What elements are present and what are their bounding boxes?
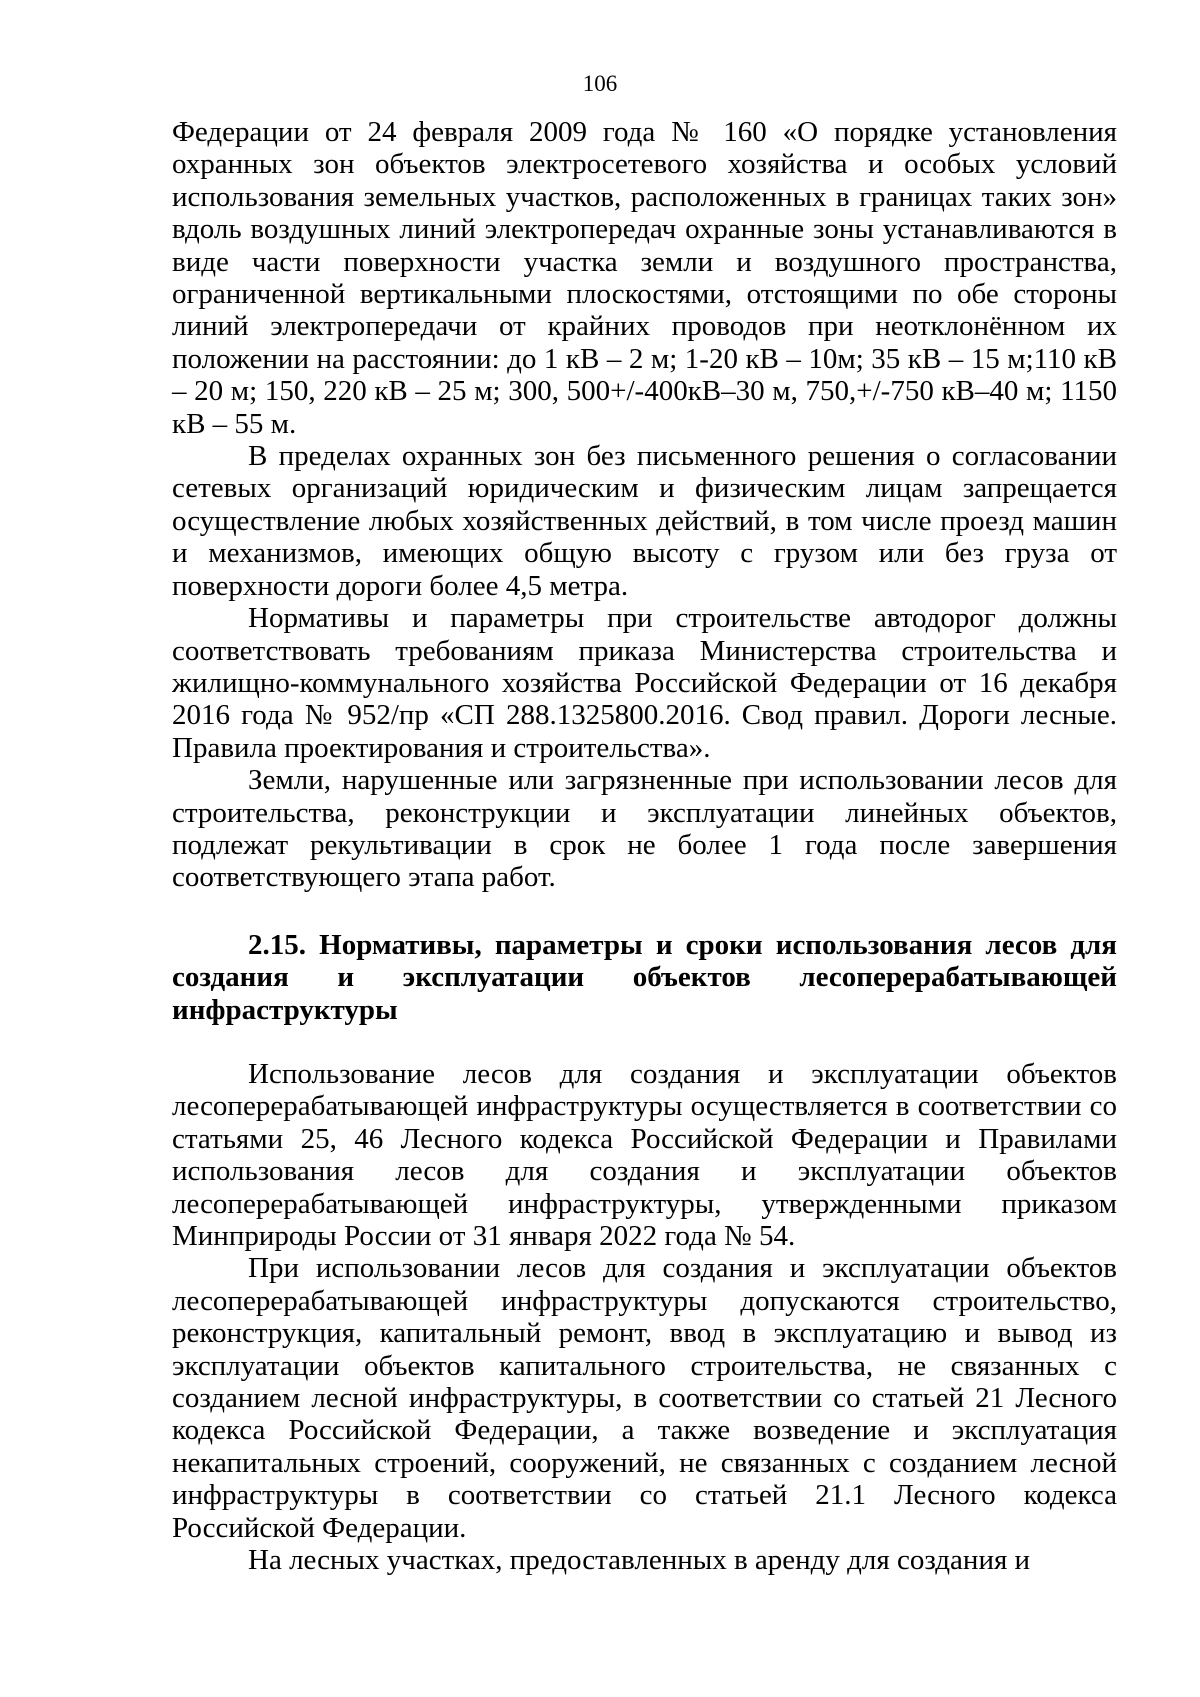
paragraph-leased-plots: На лесных участках, предоставленных в аренду для создания и <box>248 1544 1031 1577</box>
paragraph-permitted-construction: При использовании лесов для создания и эксплуатации объектов лесоперерабатывающей инфраструктуры допускаются строительство, реконструкция, капитальный ремонт, ввод в эксплуатацию и вывод из эксплуатации объектов капитального строительства, не связанных с созданием лесной инфраструктуры, в соответствии со статьей 21 Лесного кодекса Российской Федерации, а также возведение и эксплуатация некапитальных строений, сооружений, не связанных с созданием лесной инфраструктуры в соответствии со статьей 21.1 Лесного кодекса Российской Федерации. <box>172 1252 1117 1544</box>
section-heading: 2.15. Нормативы, параметры и сроки использования лесов для создания и эксплуатации объектов лесоперерабатывающей инфраструктуры <box>172 929 1117 1026</box>
body-text-bottom <box>172 1058 1117 1577</box>
section-heading-block <box>172 929 1117 1026</box>
paragraph-road-construction-norms: Нормативы и параметры при строительстве автодорог должны соответствовать требованиям приказа Министерства строительства и жилищно-коммунального хозяйства Российской Федерации от 16 декабря 2016 года № 952/пр «СП 288.1325800.2016. Свод правил. Дороги лесные. Правила проектирования и строительства». <box>172 602 1117 764</box>
paragraph-protection-zone-restrictions: В пределах охранных зон без письменного решения о согласовании сетевых организаций юридическим и физическим лицам запрещается осуществление любых хозяйственных действий, в том числе проезд машин и механизмов, имеющих общую высоту с грузом или без груза от поверхности дороги более 4,5 метра. <box>172 440 1117 602</box>
paragraph-protection-zones-continued: Федерации от 24 февраля 2009 года № 160 «О порядке установления охранных зон объектов электросетевого хозяйства и особых условий использования земельных участков, расположенных в границах таких зон» вдоль воздушных линий электропередач охранные зоны устанавливаются в виде части поверхности участка земли и воздушного пространства, ограниченной вертикальными плоскостями, отстоящими по обе стороны линий электропередачи от крайних проводов при неотклонённом их положении на расстоянии: до 1 кВ – 2 м; 1-20 кВ – 10м; 35 кВ – 15 м;110 кВ – 20 м; 150, 220 кВ – 25 м; 300, 500+/-400кВ–30 м, 750,+/-750 кВ–40 м; 1150 кВ – 55 м. <box>172 116 1117 440</box>
body-text-top <box>172 116 1117 894</box>
paragraph-land-recultivation: Земли, нарушенные или загрязненные при использовании лесов для строительства, реконструкции и эксплуатации линейных объектов, подлежат рекультивации в срок не более 1 года после завершения соответствующего этапа работ. <box>172 764 1117 894</box>
page-number: 106 <box>582 71 618 96</box>
paragraph-forest-use-basis: Использование лесов для создания и эксплуатации объектов лесоперерабатывающей инфраструктуры осуществляется в соответствии со статьями 25, 46 Лесного кодекса Российской Федерации и Правилами использования лесов для создания и эксплуатации объектов лесоперерабатывающей инфраструктуры, утвержденными приказом Минприроды России от 31 января 2022 года № 54. <box>172 1058 1117 1253</box>
